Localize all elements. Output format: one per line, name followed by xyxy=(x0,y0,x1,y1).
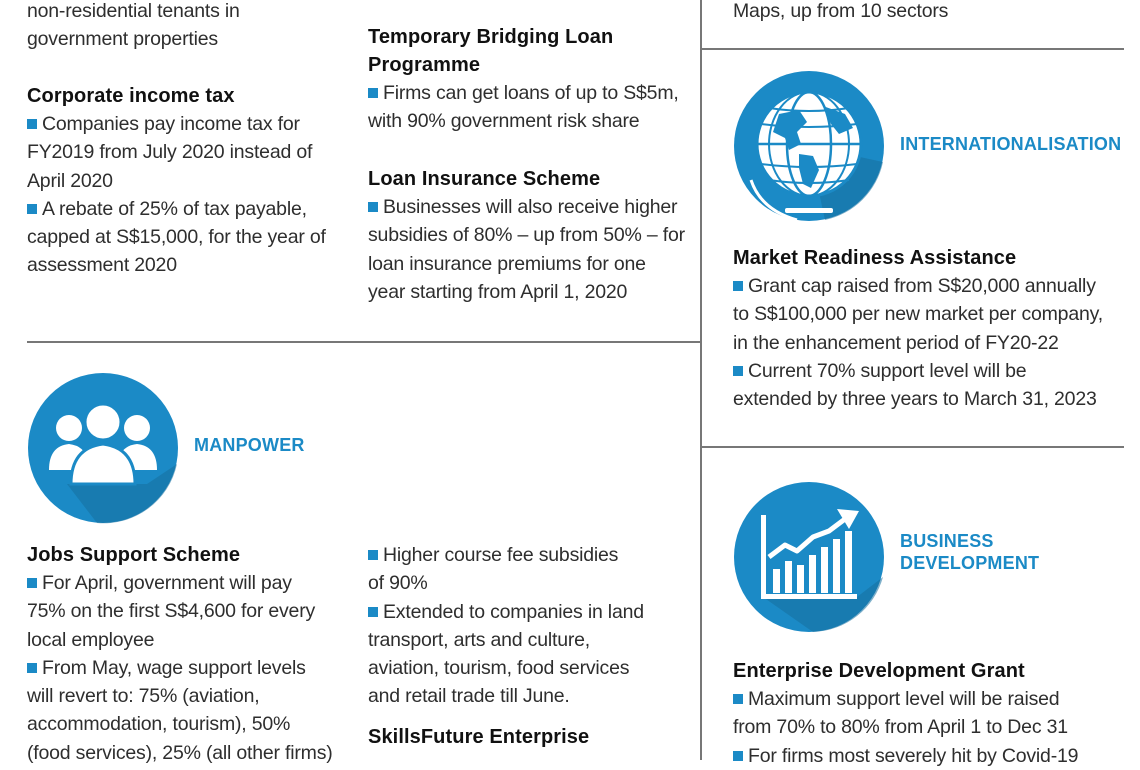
globe-icon xyxy=(733,70,885,222)
continued-text-top-left xyxy=(27,0,240,54)
bullet-list xyxy=(368,193,698,306)
enterprise-development-section xyxy=(733,657,1133,770)
text-line: government properties xyxy=(27,28,218,51)
bullet-list xyxy=(27,569,362,767)
section-label-manpower: MANPOWER xyxy=(194,435,305,455)
market-readiness-section xyxy=(733,244,1133,413)
bullet-square-icon xyxy=(733,281,743,291)
list-item: Higher course fee subsidies of 90% xyxy=(368,544,619,595)
list-item: Extended to companies in land transport, arts and culture, aviation, tourism, food services and retail trade till June. xyxy=(368,600,644,708)
section-label-internationalisation: INTERNATIONALISATION xyxy=(900,134,1122,154)
bullet-list xyxy=(733,685,1133,770)
section-heading: Loan Insurance Scheme xyxy=(368,168,601,190)
section-heading: Market Readiness Assistance xyxy=(733,247,1017,269)
section-heading: Enterprise Development Grant xyxy=(733,660,1025,682)
list-item: From May, wage support levels will revert to: 75% (aviation, accommodation, tourism), 50% (food services), 25% (all other firms) xyxy=(27,656,333,764)
list-item: Grant cap raised from S$20,000 annually to S$100,000 per new market per company, in the enhancement period of FY20-22 xyxy=(733,275,1103,354)
section-label-business-development: BUSINESS DEVELOPMENT xyxy=(900,531,1040,573)
continued-text-top-right xyxy=(733,0,948,25)
text-line: Maps, up from 10 sectors xyxy=(733,0,949,22)
growth-chart-icon xyxy=(733,481,885,633)
bullet-square-icon xyxy=(368,550,378,560)
bullet-square-icon xyxy=(368,88,378,98)
list-item: Businesses will also receive higher subsidies of 80% – up from 50% – for loan insurance premiums for one year starting from April 1, 2020 xyxy=(368,196,685,303)
text-line: non-residential tenants in xyxy=(27,0,240,22)
horizontal-divider xyxy=(700,48,1124,50)
bullet-list xyxy=(368,541,698,711)
bullet-list xyxy=(368,79,698,136)
list-item: For firms most severely hit by Covid-19 xyxy=(733,742,1133,770)
loan-insurance-section xyxy=(368,165,698,306)
bullet-list xyxy=(733,272,1133,413)
section-heading: Corporate income tax xyxy=(27,85,235,107)
bullet-square-icon xyxy=(368,202,378,212)
jobs-support-section xyxy=(27,541,362,767)
bullet-square-icon xyxy=(733,751,743,761)
bullet-list xyxy=(27,110,357,280)
bridging-loan-section xyxy=(368,23,698,136)
bullet-square-icon xyxy=(733,366,743,376)
list-item: For April, government will pay 75% on the first S$4,600 for every local employee xyxy=(27,572,316,651)
bullet-square-icon xyxy=(733,694,743,704)
horizontal-divider xyxy=(700,446,1124,448)
section-heading: Temporary Bridging Loan Programme xyxy=(368,26,614,76)
list-item: Companies pay income tax for FY2019 from July 2020 instead of April 2020 xyxy=(27,113,313,192)
bullet-square-icon xyxy=(27,578,37,588)
corporate-income-tax-section xyxy=(27,82,357,280)
bullet-square-icon xyxy=(368,607,378,617)
bullet-square-icon xyxy=(27,204,37,214)
horizontal-divider xyxy=(27,341,700,343)
vertical-divider xyxy=(700,0,702,760)
list-item: Current 70% support level will be extended by three years to March 31, 2023 xyxy=(733,359,1097,411)
bullet-square-icon xyxy=(27,663,37,673)
list-item: Maximum support level will be raised from 70% to 80% from April 1 to Dec 31 xyxy=(733,688,1068,739)
section-heading: Jobs Support Scheme xyxy=(27,544,241,566)
bullet-square-icon xyxy=(27,119,37,129)
section-heading-skillsfuture: SkillsFuture Enterprise xyxy=(368,725,590,748)
list-item: A rebate of 25% of tax payable, capped at S$15,000, for the year of assessment 2020 xyxy=(27,197,326,277)
people-group-icon xyxy=(27,372,179,524)
course-fee-section xyxy=(368,541,698,751)
list-item: Firms can get loans of up to S$5m, with 90% government risk share xyxy=(368,82,679,133)
